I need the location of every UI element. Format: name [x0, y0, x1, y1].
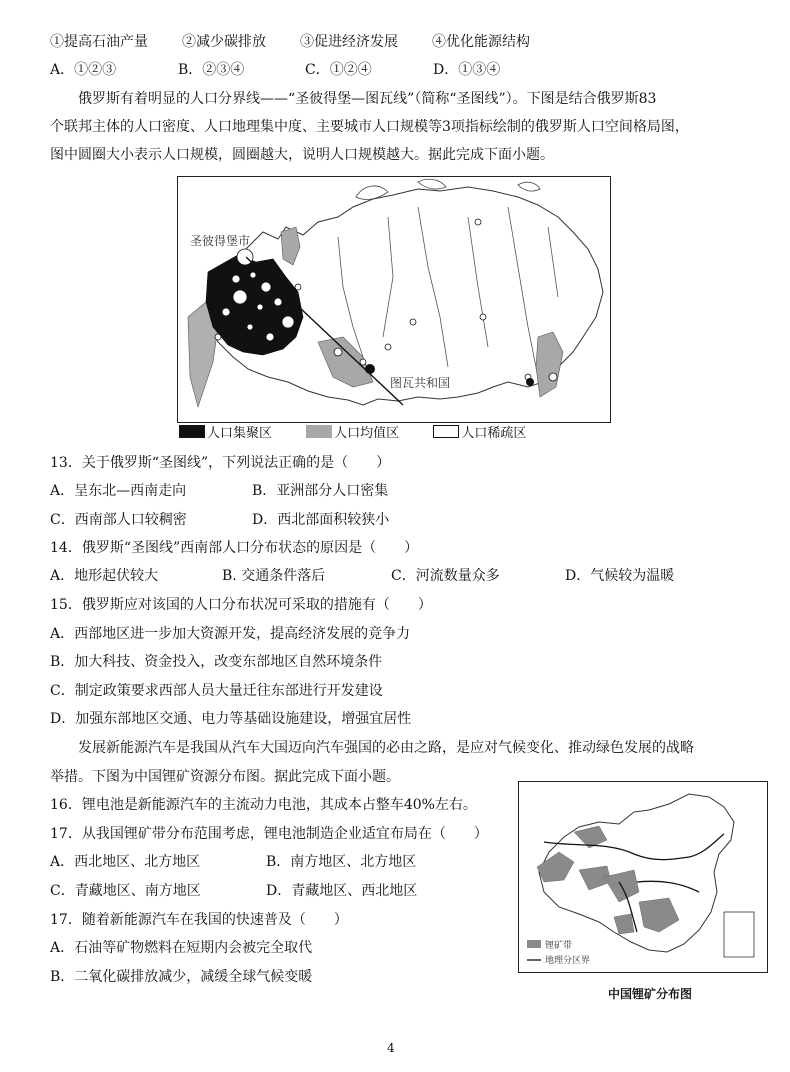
russia-population-map	[177, 176, 611, 423]
choice-a: A．①②③	[50, 62, 117, 78]
q17b-stem: 17．随着新能源汽车在我国的快速普及（ ）	[50, 912, 348, 928]
q14-option-b: B. 交通条件落后	[222, 568, 326, 584]
q17a-option-b: B．南方地区、北方地区	[266, 854, 417, 870]
q13-option-d: D．西北部面积较狭小	[252, 512, 390, 528]
choice-b: B．②③④	[178, 62, 245, 78]
legend-lithium-swatch	[527, 940, 541, 948]
energy-option-4: ④优化能源结构	[432, 34, 530, 50]
legend-lithium-label: 锂矿带	[545, 941, 573, 951]
legend-average: 人口均值区	[306, 426, 399, 441]
q14-option-c: C．河流数量众多	[391, 568, 500, 584]
energy-option-3: ③促进经济发展	[300, 34, 398, 50]
china-map-legend	[527, 939, 590, 966]
q17a-option-a: A．西北地区、北方地区	[50, 854, 201, 870]
q17a-option-c: C．青藏地区、南方地区	[50, 883, 201, 899]
page-number: 4	[387, 1041, 395, 1055]
q14-option-d: D．气候较为温暖	[565, 568, 675, 584]
passage2-line-1: 发展新能源汽车是我国从汽车大国迈向汽车强国的必由之路，是应对气候变化、推动绿色发展的战略	[78, 740, 694, 756]
china-map-caption: 中国锂矿分布图	[608, 987, 693, 1001]
q15-option-b: B．加大科技、资金投入，改变东部地区自然环境条件	[50, 654, 383, 670]
q14-stem: 14．俄罗斯“圣图线”西南部人口分布状态的原因是（ ）	[50, 540, 419, 556]
q15-option-c: C．制定政策要求西部人员大量迁往东部进行开发建设	[50, 683, 383, 699]
passage2-line-2: 举措。下图为中国锂矿资源分布图。据此完成下面小题。	[50, 769, 400, 785]
legend-dense: 人口集聚区	[179, 426, 272, 441]
passage1-line-3: 图中圆圈大小表示人口规模，圆圈越大，说明人口规模越大。据此完成下面小题。	[50, 147, 554, 163]
russia-map-legend	[179, 425, 526, 442]
q15-option-d: D．加强东部地区交通、电力等基础设施建设，增强宜居性	[50, 711, 412, 727]
energy-option-1: ①提高石油产量	[50, 34, 148, 50]
passage1-line-2: 个联邦主体的人口密度、人口地理集中度、主要城市人口规模等3项指标绘制的俄罗斯人口空间格局图，	[50, 119, 689, 135]
china-lithium-map	[518, 781, 768, 973]
legend-dense-swatch	[179, 425, 205, 438]
q14-option-a: A．地形起伏较大	[50, 568, 159, 584]
energy-option-2: ②减少碳排放	[182, 34, 266, 50]
legend-average-swatch	[306, 425, 332, 438]
choice-d: D．①③④	[433, 62, 501, 78]
legend-sparse: 人口稀疏区	[433, 426, 526, 441]
q15-option-a: A．西部地区进一步加大资源开发，提高经济发展的竞争力	[50, 626, 411, 642]
q17a-option-d: D．青藏地区、西北地区	[266, 883, 418, 899]
q17a-stem: 17．从我国锂矿带分布范围考虑，锂电池制造企业适宜布局在（ ）	[50, 826, 488, 842]
legend-sparse-swatch	[433, 425, 459, 438]
q13-option-a: A．呈东北—西南走向	[50, 483, 187, 499]
russia-map-graphic	[178, 177, 610, 422]
legend-division-label: 地理分区界	[545, 956, 591, 966]
q13-option-c: C．西南部人口较稠密	[50, 512, 187, 528]
label-tuva: 图瓦共和国	[390, 376, 451, 390]
q15-stem: 15．俄罗斯应对该国的人口分布状况可采取的措施有（ ）	[50, 597, 432, 613]
q17b-option-a: A．石油等矿物燃料在短期内会被完全取代	[50, 940, 313, 956]
south-sea-inset	[724, 912, 754, 957]
china-map-graphic	[519, 782, 767, 972]
label-saint-petersburg: 圣彼得堡市	[190, 234, 251, 248]
q17b-option-b: B．二氧化碳排放减少，减缓全球气候变暖	[50, 969, 313, 985]
choice-c: C．①②④	[305, 62, 372, 78]
q16-stem: 16．锂电池是新能源汽车的主流动力电池，其成本占整车40%左右。	[50, 797, 477, 813]
passage1-line-1: 俄罗斯有着明显的人口分界线——“圣彼得堡—图瓦线”（简称“圣图线”）。下图是结合俄罗斯83	[78, 91, 657, 107]
q13-stem: 13．关于俄罗斯“圣图线”，下列说法正确的是（ ）	[50, 455, 391, 471]
q13-option-b: B．亚洲部分人口密集	[252, 483, 389, 499]
